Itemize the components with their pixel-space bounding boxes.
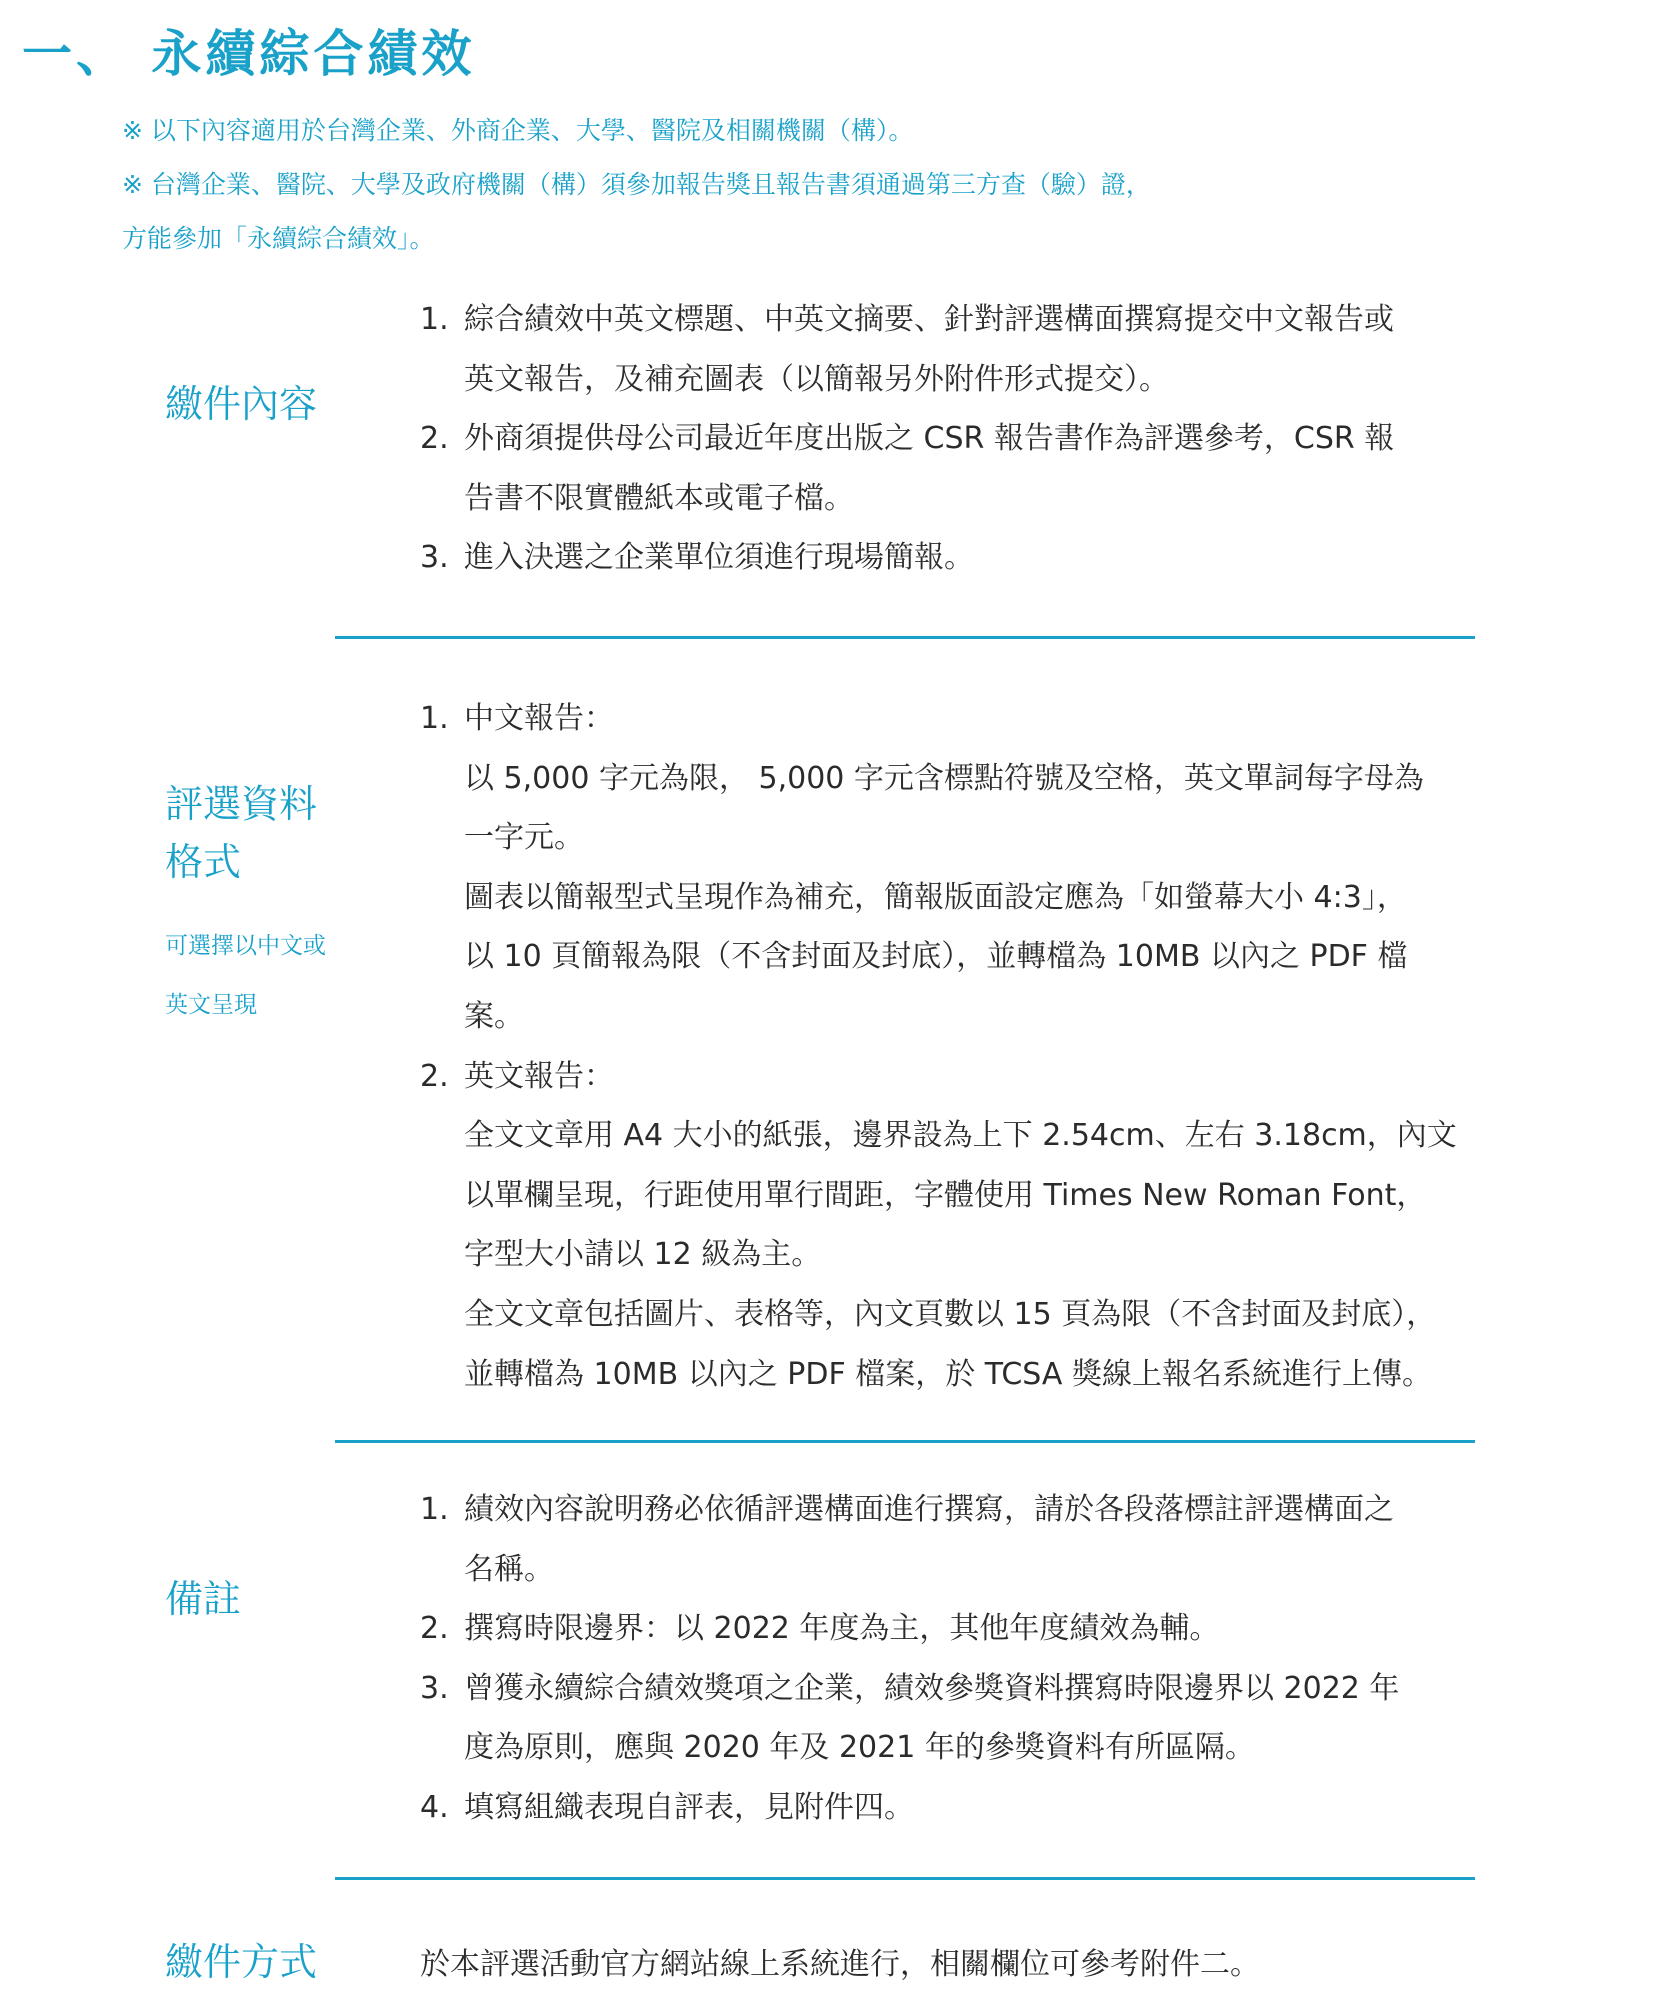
- item-text: 名稱。: [464, 1551, 554, 1587]
- list-item: [420, 1778, 1480, 1838]
- item-text: 度為原則，應與 2020 年及 2021 年的參獎資料有所區隔。: [464, 1730, 1255, 1766]
- note-line: ※ 以下內容適用於台灣企業、外商企業、大學、醫院及相關機關（構）。: [122, 116, 914, 145]
- list-item: [420, 528, 1480, 588]
- item-number: 3.: [420, 540, 449, 576]
- section-divider: [335, 636, 1475, 639]
- item-text: 撰寫時限邊界：以 2022 年度為主，其他年度績效為輔。: [464, 1611, 1220, 1647]
- item-number: 3.: [420, 1670, 449, 1706]
- item-text: 以單欄呈現，行距使用單行間距，字體使用 Times New Roman Font，: [464, 1177, 1427, 1213]
- item-text: 績效內容說明務必依循評選構面進行撰寫，請於各段落標註評選構面之: [464, 1492, 1394, 1527]
- item-number: 2.: [420, 421, 449, 457]
- note-line: 方能參加「永續綜合績效」。: [122, 224, 435, 253]
- list-item: [420, 290, 1480, 409]
- section-label-line: 格式: [165, 840, 242, 884]
- item-text: 以 5,000 字元為限， 5,000 字元含標點符號及空格，英文單詞每字母為: [464, 760, 1424, 796]
- section-divider: [335, 1877, 1475, 1880]
- section-label-remarks: 備註: [165, 1577, 242, 1621]
- item-text: 中文報告：: [464, 701, 614, 736]
- item-number: 2.: [420, 1611, 449, 1647]
- section-text: 於本評選活動官方網站線上系統進行，相關欄位可參考附件二。: [420, 1947, 1260, 1982]
- list-item: [420, 689, 1480, 1047]
- list-item: [420, 1599, 1480, 1659]
- item-text: 綜合績效中英文標題、中英文摘要、針對評選構面撰寫提交中文報告或: [464, 302, 1394, 337]
- page-title: 一、 永續綜合績效: [22, 25, 476, 83]
- list-item: [420, 409, 1480, 528]
- item-text: 一字元。: [464, 820, 584, 856]
- section-label-format: [165, 775, 317, 891]
- section-remarks: [420, 1480, 1480, 1838]
- notes-block: [122, 104, 1151, 266]
- item-number: 4.: [420, 1789, 449, 1825]
- section-submission-method: [420, 1935, 1480, 1995]
- item-text: 進入決選之企業單位須進行現場簡報。: [464, 540, 974, 576]
- item-text: 全文文章用 A4 大小的紙張，邊界設為上下 2.54cm、左右 3.18cm，內文: [464, 1118, 1457, 1154]
- item-text: 字型大小請以 12 級為主。: [464, 1237, 822, 1273]
- item-number: 1.: [420, 1492, 449, 1527]
- item-text: 填寫組織表現自評表，見附件四。: [464, 1789, 914, 1825]
- item-text: 以 10 頁簡報為限（不含封面及封底），並轉檔為 10MB 以內之 PDF 檔: [464, 939, 1408, 975]
- list-item: [420, 1659, 1480, 1778]
- item-text: 案。: [464, 998, 524, 1034]
- item-text: 圖表以簡報型式呈現作為補充，簡報版面設定應為「如螢幕大小 4:3」，: [464, 879, 1407, 915]
- section-subnote-line: 可選擇以中文或: [165, 933, 326, 959]
- item-text: 外商須提供母公司最近年度出版之 CSR 報告書作為評選參考，CSR 報: [464, 421, 1395, 457]
- item-text: 英文報告：: [464, 1058, 614, 1094]
- section-label-line: 評選資料: [165, 782, 318, 826]
- section-subnote-line: 英文呈現: [165, 992, 257, 1018]
- section-divider: [335, 1440, 1475, 1443]
- item-number: 1.: [420, 701, 449, 736]
- list-item: [420, 1480, 1480, 1599]
- item-text: 並轉檔為 10MB 以內之 PDF 檔案，於 TCSA 獎線上報名系統進行上傳。: [464, 1356, 1432, 1392]
- item-text: 全文文章包括圖片、表格等，內文頁數以 15 頁為限（不含封面及封底），: [464, 1296, 1437, 1332]
- section-subnote: [165, 917, 326, 1035]
- item-text: 曾獲永續綜合績效獎項之企業，績效參獎資料撰寫時限邊界以 2022 年: [464, 1670, 1400, 1706]
- note-line: ※ 台灣企業、醫院、大學及政府機關（構）須參加報告獎且報告書須通過第三方查（驗）證，: [122, 170, 1151, 199]
- item-number: 2.: [420, 1058, 449, 1094]
- section-format: [420, 689, 1480, 1404]
- section-label-submission-content: 繳件內容: [165, 382, 318, 426]
- item-number: 1.: [420, 302, 449, 337]
- item-text: 英文報告，及補充圖表（以簡報另外附件形式提交）。: [464, 361, 1169, 397]
- item-text: 告書不限實體紙本或電子檔。: [464, 480, 854, 516]
- section-submission-content: [420, 290, 1480, 588]
- section-label-submission-method: 繳件方式: [165, 1940, 318, 1984]
- list-item: [420, 1047, 1480, 1405]
